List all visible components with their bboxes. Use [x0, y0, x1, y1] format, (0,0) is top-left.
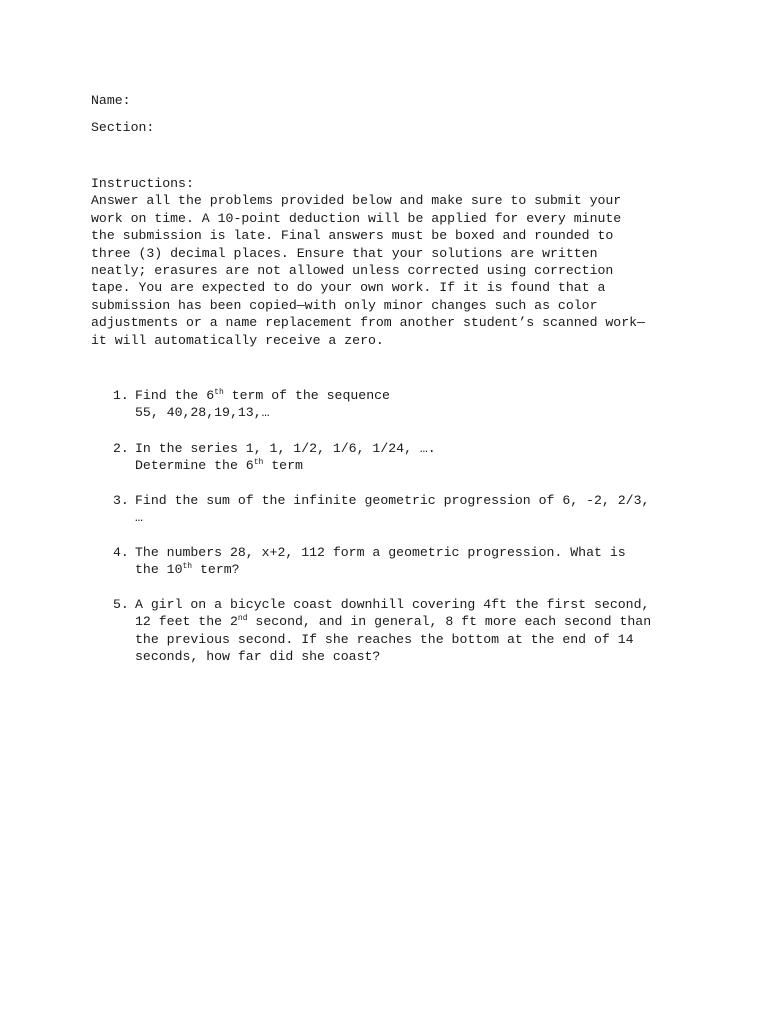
problem-line: seconds, how far did she coast? — [135, 649, 381, 665]
instructions-line: it will automatically receive a zero. — [91, 332, 384, 348]
problem-line-text: the 10 — [135, 562, 183, 578]
problem-text — [135, 440, 695, 475]
problem-number: 3. — [113, 493, 129, 508]
problem-line: The numbers 28, x+2, 112 form a geometric progression. What is — [135, 545, 626, 560]
problem-line: … — [135, 510, 143, 526]
name-label: Name: — [91, 93, 131, 108]
problem-line — [135, 613, 695, 630]
instructions-line: work on time. A 10-point deduction will be applied for every minute — [91, 210, 622, 226]
problem-line: 55, 40,28,19,13,… — [135, 405, 270, 421]
instructions-line: tape. You are expected to do your own work. If it is found that a — [91, 280, 606, 296]
problem-line — [135, 561, 695, 578]
problem-line: Find the sum of the infinite geometric progression of 6, -2, 2/3, — [135, 493, 650, 508]
ordinal-suffix: th — [214, 388, 224, 397]
problem-line — [135, 387, 695, 404]
problem-line-text: Find the 6 — [135, 388, 215, 403]
instructions-line: submission has been copied—with only minor changes such as color — [91, 297, 598, 313]
problem-line-text: Determine the 6 — [135, 458, 254, 474]
instructions-line: adjustments or a name replacement from another student’s scanned work— — [91, 315, 645, 331]
instructions-line: the submission is late. Final answers must be boxed and rounded to — [91, 228, 614, 244]
problem-number: 5. — [113, 597, 129, 612]
section-label: Section: — [91, 120, 155, 135]
problem-number: 2. — [113, 441, 129, 456]
problem-line-text: term — [263, 458, 303, 474]
problem-line-text: term? — [192, 562, 240, 578]
problem-line-text: term of the sequence — [223, 388, 390, 403]
problem-line-text: 12 feet the 2 — [135, 614, 238, 630]
problem-line: A girl on a bicycle coast downhill covering 4ft the first second, — [135, 597, 650, 612]
problem-text — [135, 544, 695, 579]
ordinal-suffix: th — [253, 458, 264, 468]
problem-line — [135, 457, 695, 474]
instructions-line: Answer all the problems provided below and make sure to submit your — [91, 193, 622, 209]
instructions-line: neatly; erasures are not allowed unless corrected using correction — [91, 263, 614, 279]
instructions-heading: Instructions: — [91, 176, 194, 191]
problem-text — [135, 492, 695, 527]
problem-number: 1. — [113, 388, 129, 403]
instructions-body — [91, 192, 691, 349]
instructions-line: three (3) decimal places. Ensure that your solutions are written — [91, 245, 598, 261]
problem-text — [135, 387, 695, 422]
problem-number: 4. — [113, 545, 129, 560]
problem-line-text: second, and in general, 8 ft more each second than — [247, 614, 652, 630]
ordinal-suffix: nd — [237, 614, 248, 624]
instructions-block — [91, 175, 691, 349]
problem-line: the previous second. If she reaches the bottom at the end of 14 — [135, 631, 634, 647]
problem-line: In the series 1, 1, 1/2, 1/6, 1/24, …. — [135, 441, 436, 456]
problem-text — [135, 596, 695, 666]
ordinal-suffix: th — [182, 562, 193, 572]
